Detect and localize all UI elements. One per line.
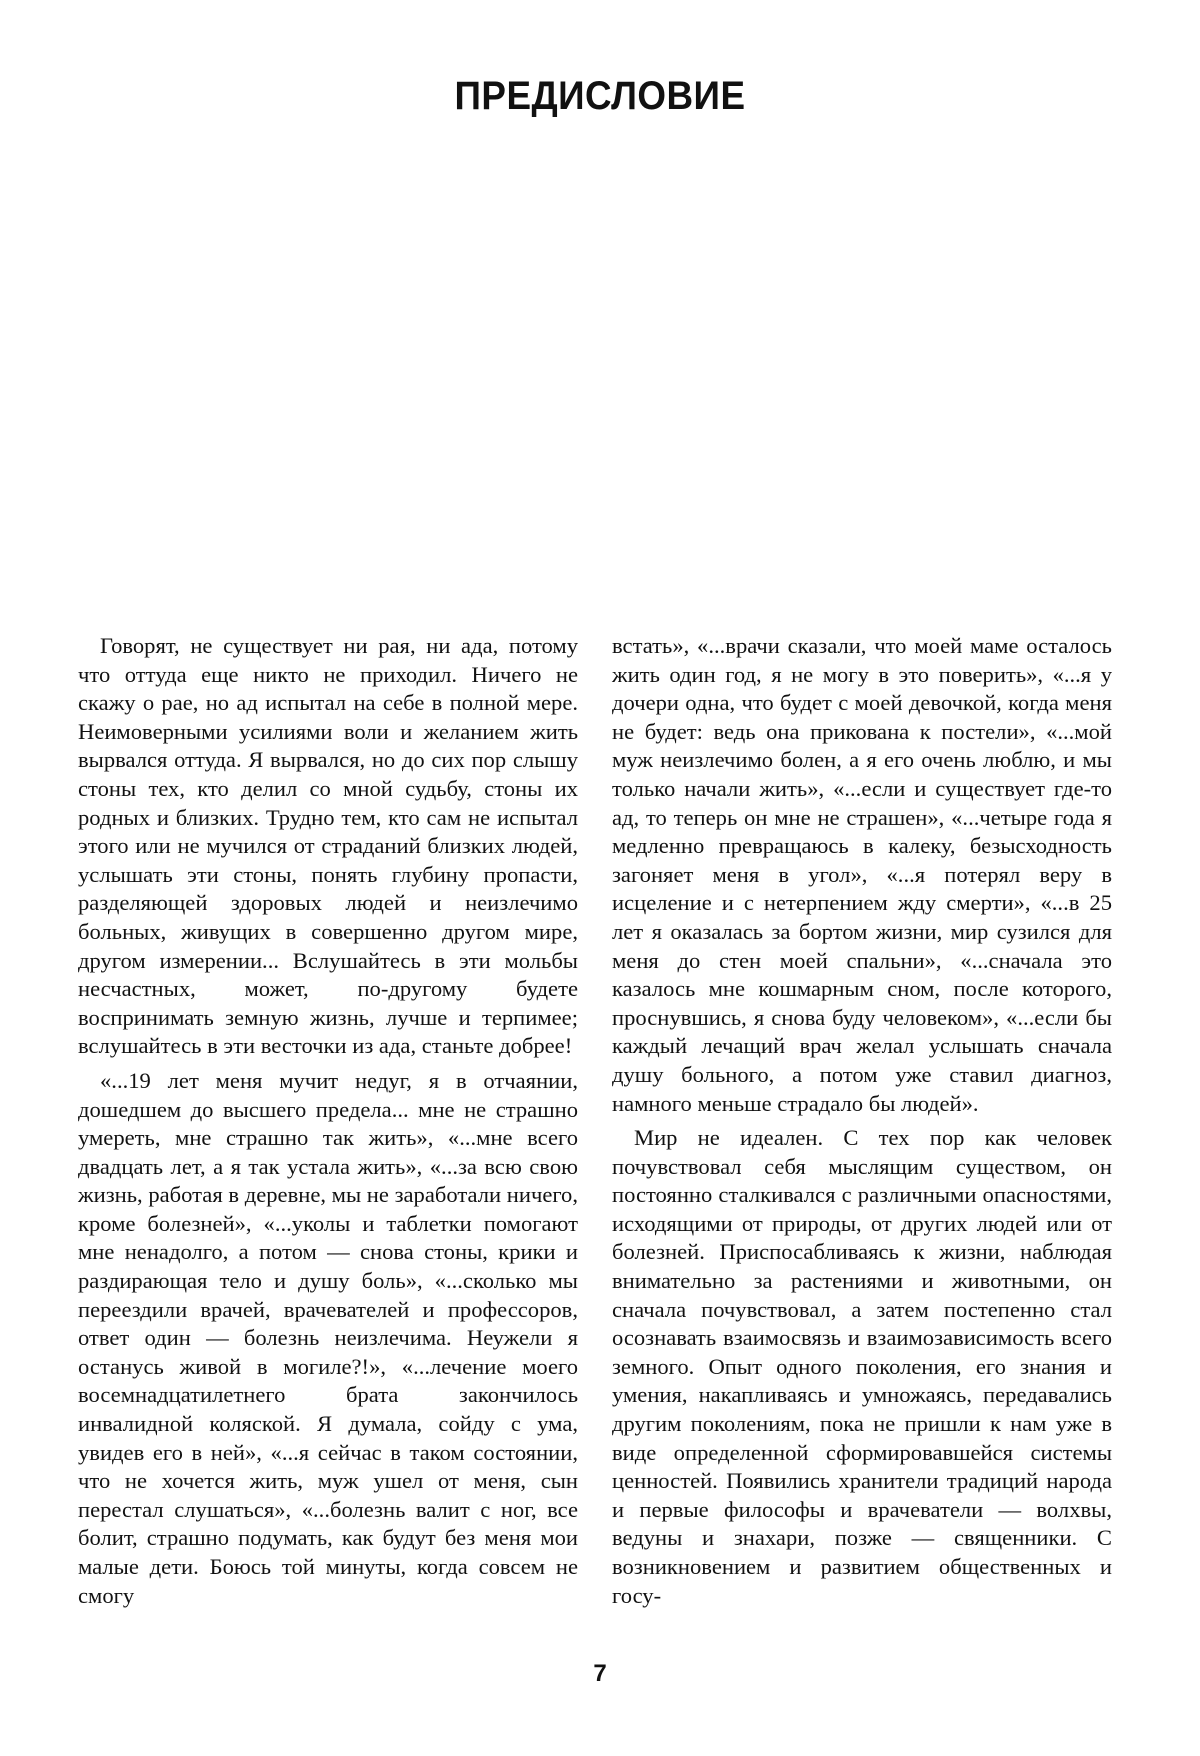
paragraph: Говорят, не существует ни рая, ни ада, потому что оттуда еще никто не приходил. Ничего не скажу о рае, но ад испытал на себе в полной мере. Неимоверными усилиями воли и желанием жить вырвался оттуда. Я вырвался, но до сих пор слышу стоны тех, кто делил со мной судьбу, стоны их родных и близких. Трудно тем, кто сам не испытал этого или не мучился от страданий близких людей, услышать эти стоны, понять глубину пропасти, разделяющей здоровых людей и неизлечимо больных, живущих в совершенно другом мире, другом измерении... Вслушайтесь в эти мольбы несчастных, может, по-другому будете воспринимать земную жизнь, лучше и терпимее; вслушайтесь в эти весточки из ада, станьте добрее! [78, 633, 578, 1059]
text-column-right [612, 632, 1112, 1616]
paragraph: «...19 лет меня мучит недуг, я в отчаянии, дошедшем до высшего предела... мне не страшно умереть, мне страшно так жить», «...мне всего двадцать лет, а я так устала жить», «...за всю свою жизнь, работая в деревне, мы не заработали ничего, кроме болезней», «...уколы и таблетки помогают мне ненадолго, а потом — снова стоны, крики и раздирающая тело и душу боль», «...сколько мы переездили врачей, врачевателей и профессоров, ответ один — болезнь неизлечима. Неужели я останусь живой в могиле?!», «...лечение моего восемнадцатилетнего брата закончилось инвалидной коляской. Я думала, сойду с ума, увидев его в ней», «...я сейчас в таком состоянии, что не хочется жить, муж ушел от меня, сын перестал слушаться», «...болезнь валит с ног, все болит, страшно подумать, как будут без меня мои малые дети. Боюсь той минуты, когда совсем не смогу [78, 1067, 578, 1608]
page-number: 7 [593, 1660, 607, 1687]
paragraph: Мир не идеален. С тех пор как человек почувствовал себя мыслящим существом, он постоянно сталкивался с различными опасностями, исходящими от природы, от других людей или от болезней. Приспосабливаясь к жизни, наблюдая внимательно за растениями и животными, он сначала почувствовал, а затем постепенно стал осознавать взаимосвязь и взаимозависимость всего земного. Опыт одного поколения, его знания и умения, накапливаясь и умножаясь, передавались другим поколениям, пока не пришли к нам уже в виде определенной сформировавшейся системы ценностей. Появились хранители традиций народа и первые философы и врачеватели — волхвы, ведуны и знахари, позже — священники. С возникновением и развитием общественных и госу- [612, 1125, 1112, 1608]
text-column-left [78, 632, 578, 1616]
page-title: ПРЕДИСЛОВИЕ [454, 74, 746, 118]
paragraph: встать», «...врачи сказали, что моей маме осталось жить один год, я не могу в это поверить», «...я у дочери одна, что будет с моей девочкой, когда меня не будет: ведь она прикована к постели», «...мой муж неизлечимо болен, а я его очень люблю, и мы только начали жить», «...если и существует где-то ад, то теперь он мне не страшен», «...четыре года я медленно превращаюсь в калеку, безысходность загоняет меня в угол», «...я потерял веру в исцеление и с нетерпением жду смерти», «...в 25 лет я оказалась за бортом жизни, мир сузился для меня до стен моей спальни», «...сначала это казалось мне кошмарным сном, после которого, проснувшись, я снова буду человеком», «...если бы каждый лечащий врач желал услышать сначала душу больного, а потом уже ставил диагноз, намного меньше страдало бы людей». [612, 633, 1112, 1116]
